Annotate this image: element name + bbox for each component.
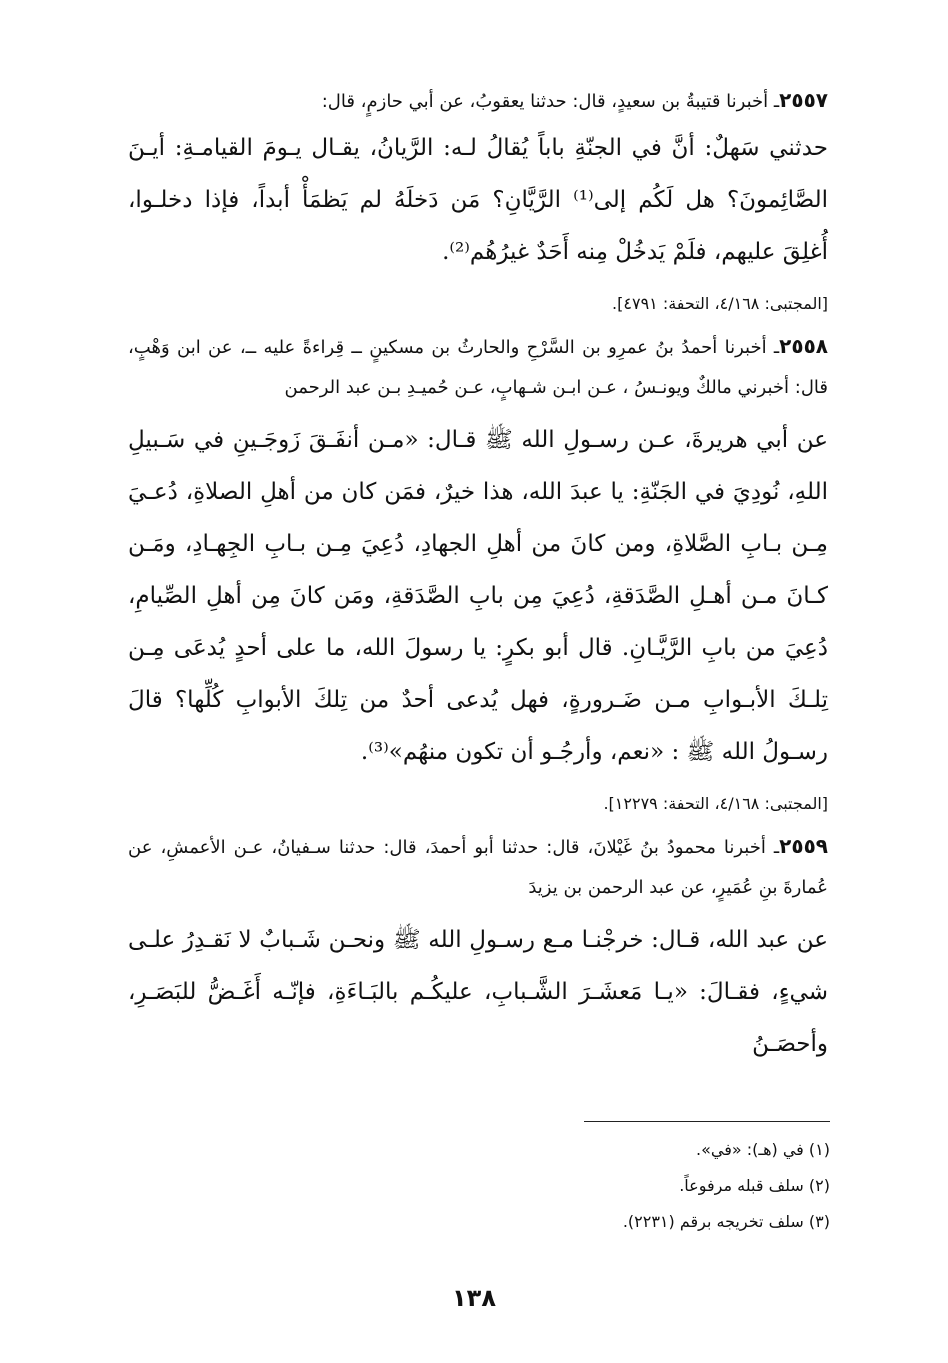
hadith-2558-matn: عن أبي هريرةَ، عـن رسـولِ الله ﷺ قـال: «مـن أنفَـقَ زَوجَـينِ في سَـبيلِ اللهِ، نُودِيَ في الجَنّةِ: يا عبدَ الله، هذا خيرٌ، فمَن كان من أهلِ الصلاةِ، دُعـيَ مِـن بـابِ الصَّلاةِ، ومن كانَ من أهلِ الجهادِ، دُعِيَ مِـن بـابِ الجِهـادِ، ومَـن كـانَ مـن أهـلِ الصَّدَقةِ، دُعِيَ مِن بابِ الصَّدَقةِ، ومَن كانَ مِن أهلِ الصِّيامِ، دُعِيَ من بابِ الرَّيَّـانِ. قال أبو بكرٍ: يا رسولَ الله، ما على أحدٍ يُدعَى مِـن تِلـكَ الأبـوابِ مـن ضَـرورةٍ، فهل يُدعى أحدٌ من تِلكَ الأبوابِ كُلِّها؟ قالَ رسـولُ الله ﷺ : «نعم، وأرجُـو أن تكون منهُم»⁽³⁾. xyxy=(128,427,828,765)
hadith-2558-reference: [المجتبى: ٤/١٦٨، التحفة: ١٢٢٧٩]. xyxy=(603,794,828,813)
footnote-1: (١) في (هـ): «في». xyxy=(696,1140,830,1159)
hadith-2558-isnad xyxy=(128,326,828,408)
isnad-text: ـ أخبرنا قتيبةُ بن سعيدٍ، قال: حدثنا يعقوبُ، عن أبي حازمٍ، قال: xyxy=(321,91,780,112)
hadith-number: ٢٥٥٧ xyxy=(779,88,828,112)
isnad-text: ـ أخبرنا أحمدُ بنُ عمرِو بن السَّرْحِ والحارثُ بن مسكينٍ ــ قِراءةً عليه ــ، عن ابن وَهْبٍ، قال: أخبرني مالكٌ ويونـسُ ، عـن ابـن شـهابٍ، عـن حُميـدِ بـن عبد الرحمن xyxy=(128,337,828,398)
page-number: ١٣٨ xyxy=(452,1284,496,1312)
footnote-3: (٣) سلف تخريجه برقم (٢٢٣١). xyxy=(622,1212,830,1231)
footnote-2: (٢) سلف قبله مرفوعاً. xyxy=(679,1176,830,1195)
hadith-2557-matn: حدثني سَهلٌ: أنَّ في الجنّةِ باباً يُقالُ لـه: الرَّيانُ، يقـال يـومَ القيامـةِ: أيـنَ الصَّائِمونَ؟ هل لَكُم إلى⁽¹⁾ الرَّيَّانِ؟ مَن دَخلَهُ لم يَظمَأْ أبداً، فإذا دخلـوا، أُغلِقَ عليهم، فلَمْ يَدخُلْ مِنه أَحَدٌ غيرُهُم⁽²⁾. xyxy=(128,135,828,265)
hadith-2559-isnad xyxy=(128,826,828,908)
isnad-text: ـ أخبرنا محمودُ بنُ غَيْلانَ، قال: حدثنا أبو أحمدَ، قال: حدثنا سـفيانُ، عـن الأعمشِ، عن عُمارةَ بنِ عُمَيرٍ، عن عبد الرحمن بن يزيدَ xyxy=(128,837,828,898)
hadith-2559-matn: عن عبد الله، قـال: خرجْنـا مـع رسـولِ الله ﷺ ونحـن شَـبابٌ لا نَقـدِرُ علـى شيءٍ، فقـالَ: «يـا مَعشَـرَ الشَّـبابِ، عليكُـم بالبَـاءَةِ، فإنّـه أَغَـضُّ للبَصَـرِ، وأحصَـنُ xyxy=(128,927,828,1057)
hadith-number: ٢٥٥٩ xyxy=(779,834,828,858)
footnotes xyxy=(400,1132,830,1240)
hadith-2557-isnad xyxy=(128,80,828,122)
page-body xyxy=(128,80,828,1070)
hadith-number: ٢٥٥٨ xyxy=(779,334,828,358)
footnote-divider xyxy=(584,1121,830,1122)
hadith-2557-reference: [المجتبى: ٤/١٦٨، التحفة: ٤٧٩١]. xyxy=(612,294,828,313)
